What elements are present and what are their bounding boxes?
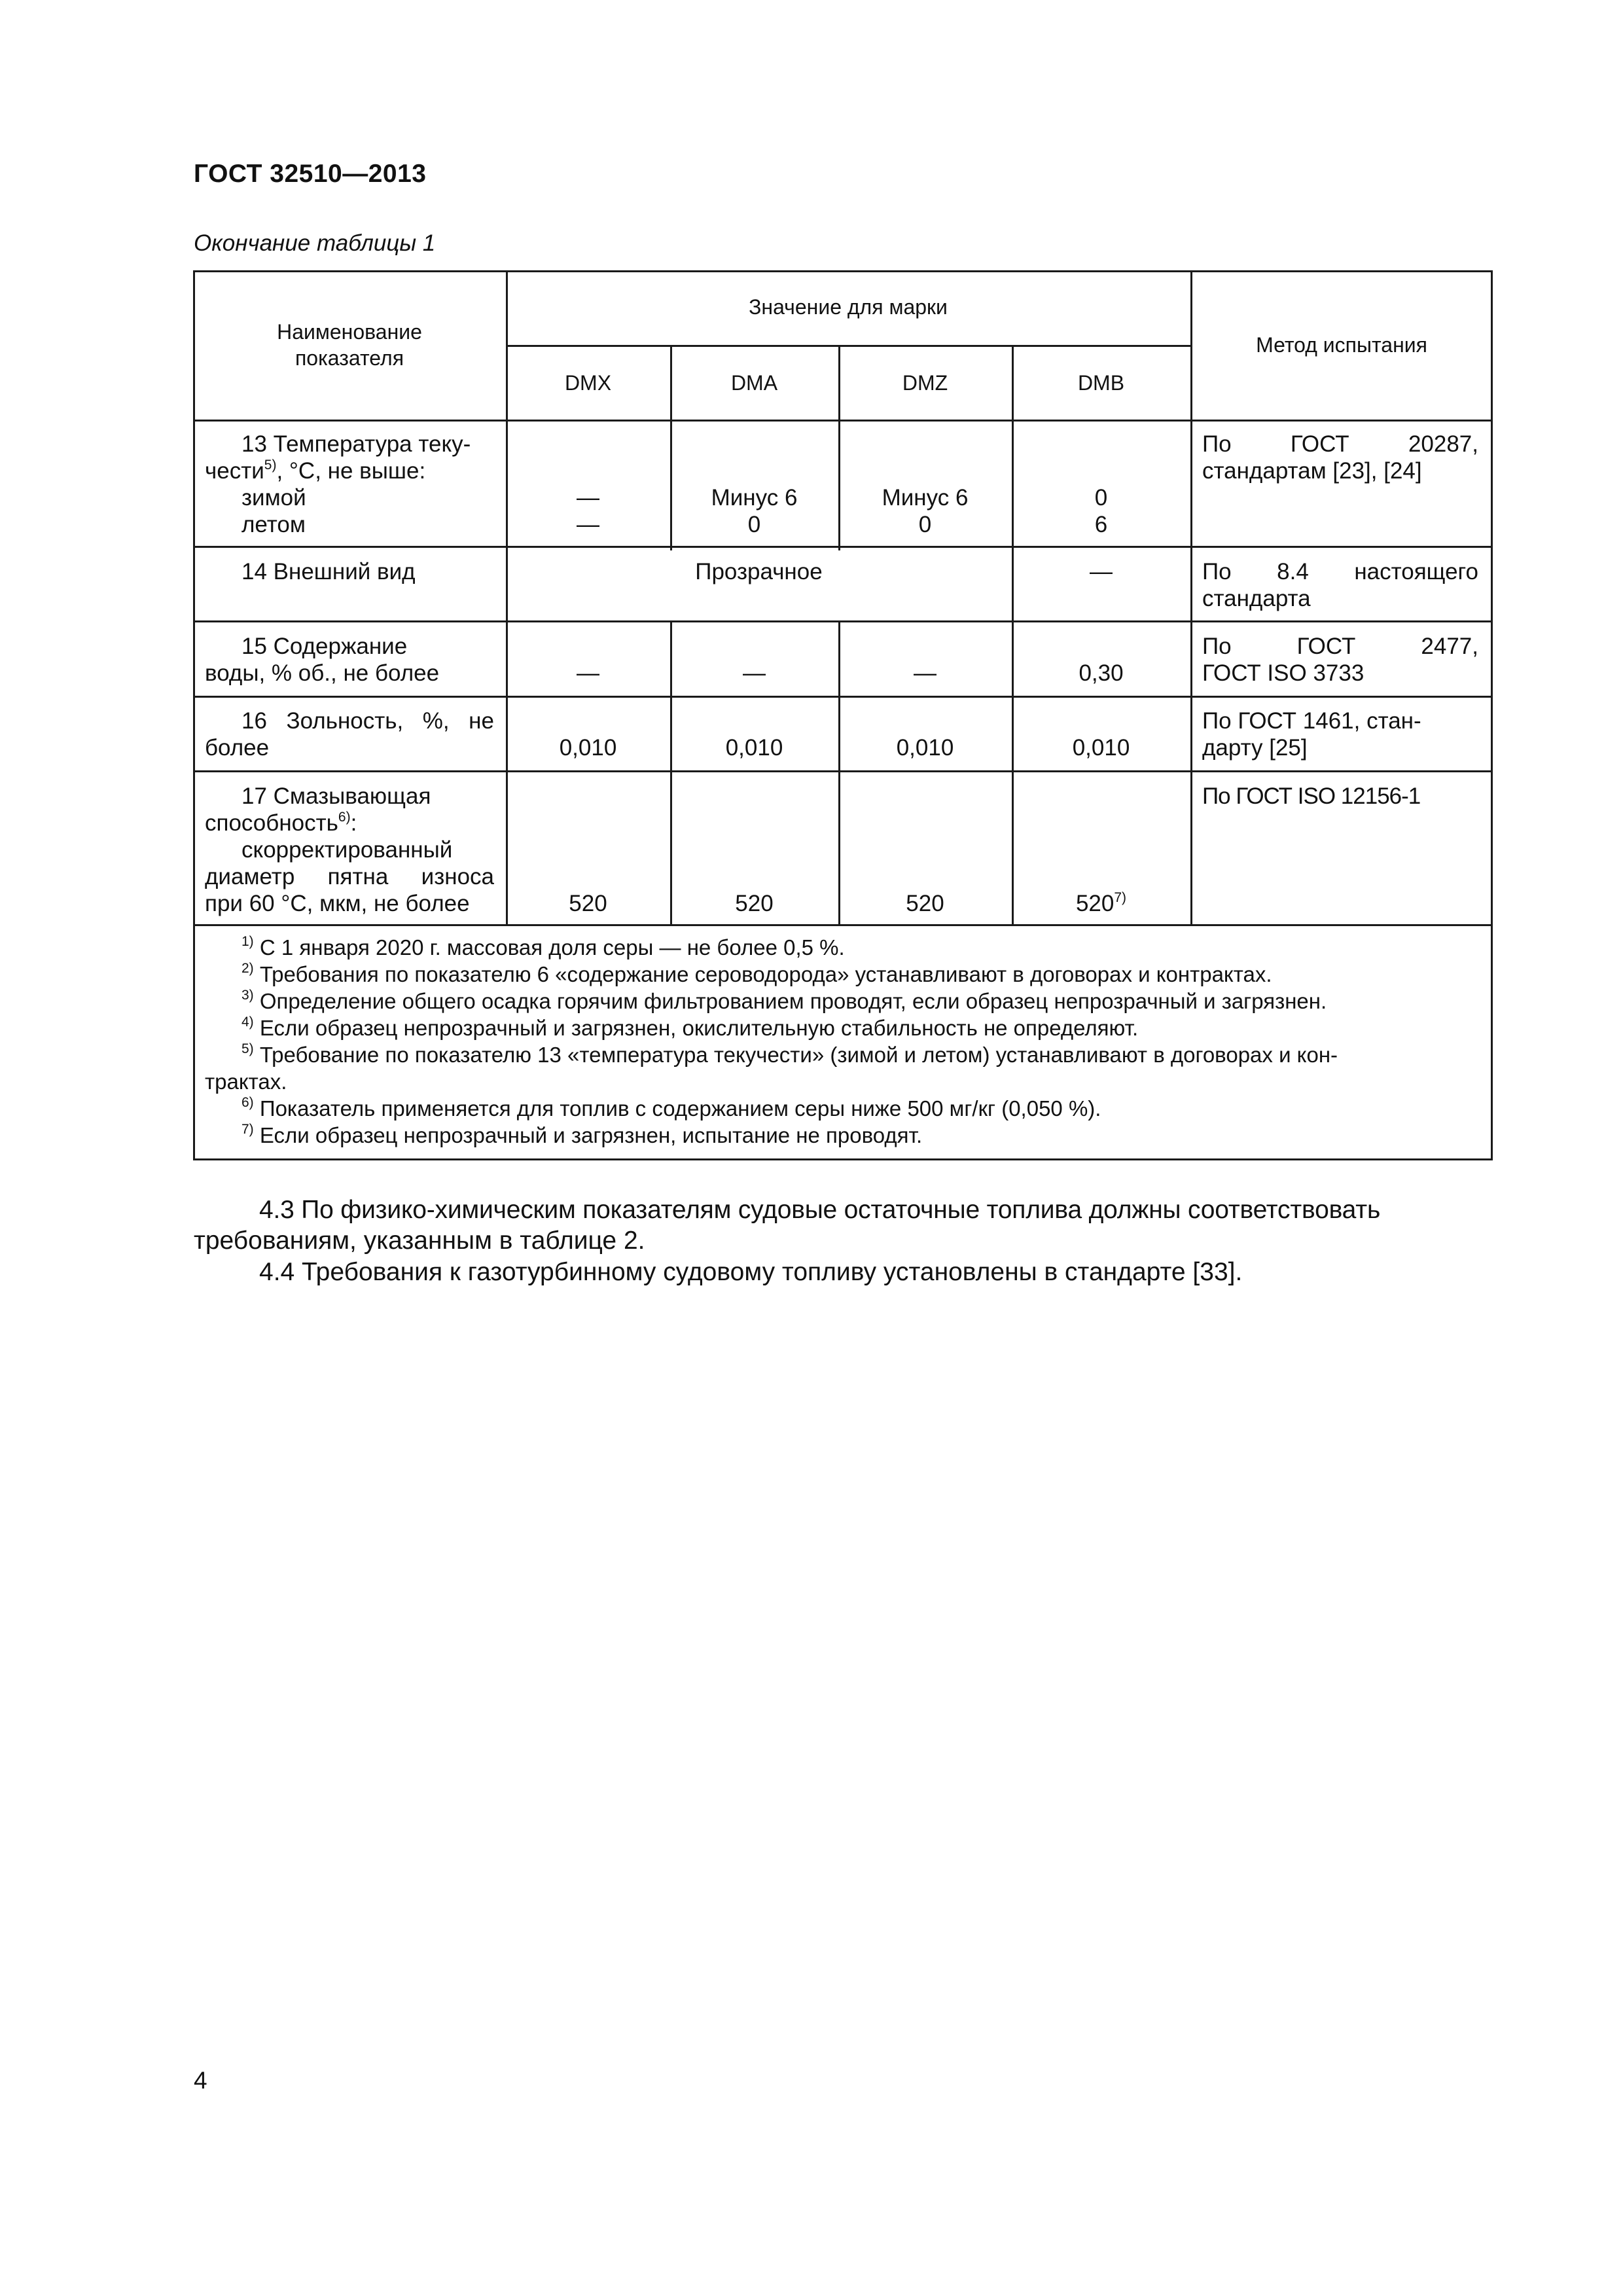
page-number: 4 bbox=[194, 2067, 207, 2094]
row-17-dma: 520 bbox=[735, 891, 774, 916]
footnote-7: $^{7)}$ Если образец непрозрачный и загрязнен, испытание не проводят. bbox=[241, 1122, 923, 1147]
paragraph-4-4: 4.4 Требования к газотурбинному судовому топливу установлены в стандарте [33]. bbox=[259, 1258, 1243, 1286]
header-grade-dmb: DMB bbox=[1077, 371, 1125, 395]
row-14-method: По 8.4 настоящего стандарта bbox=[1202, 559, 1478, 611]
row-15-name: 15 Содержание воды, % об., не более bbox=[205, 634, 440, 686]
table-caption: Окончание таблицы 1 bbox=[194, 230, 436, 256]
header-indicator: Наименование показателя bbox=[277, 320, 422, 370]
row-13-dmb: 0 6 bbox=[1094, 485, 1108, 537]
footnote-4: $^{4)}$ Если образец непрозрачный и загрязнен, окислительную стабильность не определяют. bbox=[241, 1014, 1139, 1040]
header-divider bbox=[506, 345, 1192, 347]
paragraph-4-3-line-1: 4.3 По физико-химическим показателям судовые остаточные топлива должны соответствовать bbox=[259, 1196, 1381, 1224]
document-title: ГОСТ 32510—2013 bbox=[194, 160, 427, 188]
row-15-dma: — bbox=[743, 660, 766, 686]
row-14-dmb: — bbox=[1090, 559, 1113, 584]
footnote-6: $^{6)}$ Показатель применяется для топлив с содержанием серы ниже 500 мг/кг (0,050 %). bbox=[241, 1095, 1101, 1121]
row-16-dmz: 0,010 bbox=[896, 735, 954, 761]
paragraph-4-3 bbox=[194, 1194, 1493, 1256]
row-15-method: По ГОСТ 2477, ГОСТ ISO 3733 bbox=[1202, 634, 1478, 686]
row-13-dmx: — — bbox=[577, 485, 599, 537]
header-grade-dmz: DMZ bbox=[902, 371, 948, 395]
row-rule bbox=[193, 620, 1493, 622]
row-16-method: По ГОСТ 1461, стан- дарту [25] bbox=[1202, 708, 1421, 761]
row-17-name: 17 Смазывающая способность$^{6)}$: скорректированный диаметр пятна износа при 60 °С, мкм, не более bbox=[205, 783, 494, 916]
row-16-name: 16 Зольность, %, не более bbox=[205, 708, 494, 761]
row-16-dmx: 0,010 bbox=[559, 735, 617, 761]
row-13-name: 13 Температура теку- чести$^{5)}$, °С, не выше: зимой летом bbox=[205, 431, 471, 537]
footnote-5: $^{5)}$ Требование по показателю 13 «температура текучести» (зимой и летом) устанавливают в договорах и кон- bbox=[241, 1041, 1338, 1067]
specifications-table bbox=[193, 270, 1493, 1160]
footnote-3: $^{3)}$ Определение общего осадка горячим фильтрованием проводят, если образец непрозрачный и загрязнен. bbox=[241, 988, 1327, 1013]
row-17-method: По ГОСТ ISO 12156-1 bbox=[1202, 783, 1421, 809]
paragraph-4-3-line-2: требованиям, указанным в таблице 2. bbox=[194, 1227, 645, 1255]
row-16-dma: 0,010 bbox=[725, 735, 783, 761]
table-border-left bbox=[193, 270, 195, 1160]
row-14-appearance-value: Прозрачное bbox=[695, 559, 823, 584]
row-13-method: По ГОСТ 20287, стандартам [23], [24] bbox=[1202, 431, 1478, 484]
table-border-bottom bbox=[193, 1158, 1493, 1160]
table-footnotes bbox=[205, 934, 1481, 1157]
row-16-dmb: 0,010 bbox=[1072, 735, 1130, 761]
footnote-2: $^{2)}$ Требования по показателю 6 «содержание сероводорода» устанавливают в договорах и контрактах. bbox=[241, 961, 1272, 986]
row-rule bbox=[193, 770, 1493, 772]
row-15-dmb: 0,30 bbox=[1079, 660, 1124, 686]
row-15-dmx: — bbox=[577, 660, 599, 686]
footnote-5-continuation: трактах. bbox=[205, 1069, 287, 1094]
column-rule bbox=[506, 270, 508, 926]
column-rule bbox=[1190, 270, 1192, 926]
header-test-method: Метод испытания bbox=[1256, 333, 1427, 357]
header-grade-dma: DMA bbox=[730, 371, 778, 395]
row-17-dmx: 520 bbox=[569, 891, 607, 916]
row-17-dmb: 520$^{7)}$ bbox=[1075, 890, 1127, 916]
row-15-dmz: — bbox=[914, 660, 936, 686]
header-bottom-rule bbox=[193, 420, 1493, 422]
row-rule bbox=[193, 924, 1493, 926]
row-rule bbox=[193, 546, 1493, 548]
footnote-1: $^{1)}$ С 1 января 2020 г. массовая доля серы — не более 0,5 %. bbox=[241, 934, 845, 960]
header-grade-dmx: DMX bbox=[564, 371, 612, 395]
row-rule bbox=[193, 696, 1493, 698]
header-grade-group: Значение для марки bbox=[749, 295, 948, 319]
row-13-dma: Минус 6 0 bbox=[711, 485, 798, 537]
row-13-dmz: Минус 6 0 bbox=[882, 485, 969, 537]
row-17-dmz: 520 bbox=[906, 891, 944, 916]
row-14-name: 14 Внешний вид bbox=[241, 559, 416, 584]
table-border-right bbox=[1491, 270, 1493, 1160]
column-rule bbox=[1012, 345, 1014, 926]
table-border-top bbox=[193, 270, 1493, 272]
